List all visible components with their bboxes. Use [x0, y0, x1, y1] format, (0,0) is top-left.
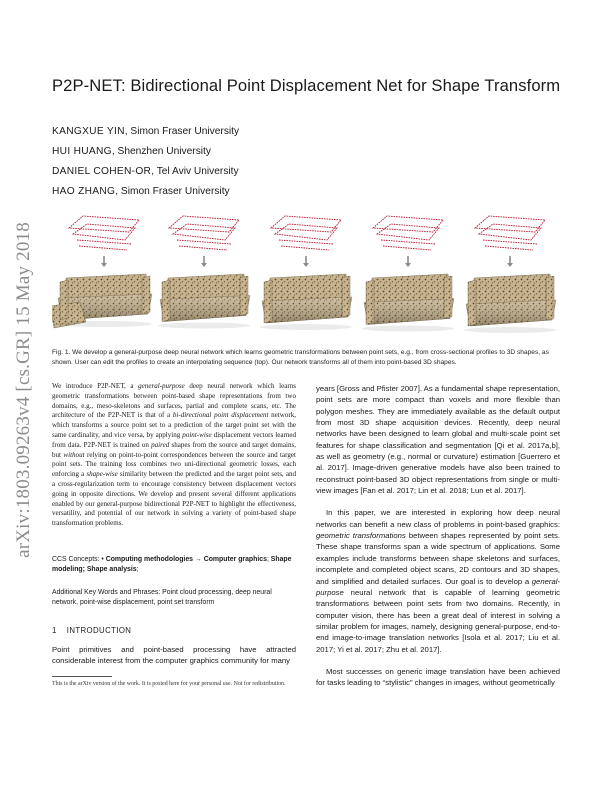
sofa-shading: [466, 300, 556, 326]
sofa-shadow: [158, 323, 250, 329]
body-emphasis: general-purpose: [316, 576, 560, 597]
author-affiliation: , Tel Aviv University: [151, 166, 239, 177]
author: [52, 122, 452, 142]
abstract-emphasis: without: [63, 450, 85, 459]
abstract-segment: We introduce P2P-NET, a: [52, 382, 139, 390]
cross-section-profile: [381, 240, 435, 244]
abstract-emphasis: paired: [151, 440, 170, 449]
author-name: HAO ZHANG: [52, 186, 116, 197]
teaser-figure: [52, 200, 560, 340]
cross-section-profile: [177, 240, 231, 244]
section-number: 1: [52, 626, 57, 635]
sofa-armrest: [240, 276, 248, 316]
footnote-rule: [52, 676, 112, 677]
abstract-emphasis: point-wise: [182, 430, 212, 439]
cross-section-profile: [77, 240, 131, 244]
teaser-figure-graphic: [52, 200, 560, 340]
abstract-segment: relying on point-to-point correspondences between the source and target point sets. The training loss combines two uni-directional geometric losses, each enforcing a: [52, 450, 296, 479]
sofa-shading: [160, 296, 250, 322]
cross-section-profile: [483, 240, 537, 244]
figure-caption-text: We develop a general-purpose deep neural network which learns geometric transformations between point sets, e.g., from cross-sectional profiles to 3D shapes, as shown. User can edit the profiles to create an interpolating sequence (top). Our network transforms all of them into point-based 3D shapes.: [52, 349, 549, 366]
author-affiliation: , Simon Fraser University: [124, 126, 240, 137]
cross-section-profile: [383, 246, 431, 250]
abstract-segment: displacement vectors learned from data. P2P-NET is trained on: [52, 430, 296, 449]
author-affiliation: , Simon Fraser University: [115, 186, 230, 197]
abstract-segment: similarity between the predicted and the target point sets, and a cross-regularization term to encourage consistency between displacement vectors going in opposite directions. We develop and present several different applications enabled by our general-purpose bidirectional P2P-NET to highlight the effectiveness, versatility, and potential of our network in solving a variety of point-based shape transformation problems.: [52, 470, 296, 528]
arxiv-stamp-text: arXiv:1803.09263v4 [cs.GR] 15 May 2018: [13, 222, 34, 558]
abstract-segment: network, which transforms a source point set to a prediction of the target point set with the same cardinality, and vice versa, by applying: [52, 411, 296, 439]
sofa-armrest: [60, 280, 68, 320]
section-title: INTRODUCTION: [66, 626, 132, 635]
cross-section-profile: [281, 246, 329, 250]
body-paragraph: Most successes on generic image translation have been achieved for tasks leading to “stylistic” changes in images, without geometrically: [316, 666, 560, 688]
abstract-text: [52, 382, 296, 529]
abstract-emphasis: general-purpose: [138, 382, 185, 390]
cross-section-profile: [279, 240, 333, 244]
paper-title: P2P-NET: Bidirectional Point Displacement Net for Shape Transform: [52, 76, 561, 95]
ccs-concept: Shape modeling: [52, 556, 292, 573]
down-arrow-head-icon: [507, 263, 513, 267]
abstract-emphasis: bi-directional point displacement: [172, 411, 269, 420]
author: [52, 142, 452, 162]
keywords: Additional Key Words and Phrases: Point cloud processing, deep neural network, point-wise displacement, point set transform: [52, 589, 272, 606]
sofa-shading: [364, 299, 454, 325]
sofa-shadow: [464, 327, 556, 333]
sofa-armrest: [342, 276, 350, 317]
author-name: DANIEL COHEN-OR: [52, 166, 152, 177]
footnote: This is the arXiv version of the work. It is posted here for your personal use. Not for redistribution.: [52, 681, 286, 687]
ccs-end: ;: [136, 566, 139, 573]
abstract-segment: deep neural network which learns geometric transformations between point-based shape representations from two domains, e.g., meso-skeletons and surfaces, partial and complete scans, etc. The architecture of the P2P-NET is that of a: [52, 382, 296, 420]
cross-section-profile: [179, 246, 227, 250]
abstract: [52, 382, 296, 529]
author-affiliation: , Shenzhen University: [111, 146, 211, 157]
figure-label: Fig. 1.: [52, 349, 71, 356]
body-segment: neural network that is capable of learning geometric transformations between point sets from two domains. Recently, in computer vision, there has been a great deal of interest in solving a similar problem for images, namely, designing general-purpose, end-to-end image-to-image translation networks [Isola et al. 2017; Liu et al. 2017; Yi et al. 2017; Zhu et al. 2017].: [316, 587, 560, 654]
ccs-arrow: →: [193, 556, 204, 563]
sofa-shadow: [56, 321, 152, 327]
author-list: [52, 122, 452, 202]
author: [52, 162, 452, 182]
body-paragraph: [316, 507, 560, 654]
abstract-emphasis: shape-wise: [86, 470, 118, 479]
sofa-shadow: [362, 326, 454, 332]
figure-caption: [52, 348, 560, 367]
sofa-armrest: [444, 276, 452, 319]
sofa-armrest: [264, 280, 272, 323]
sofa-armrest: [468, 280, 476, 326]
sofa-armrest: [162, 280, 170, 322]
ccs-concept: Computer graphics: [203, 556, 267, 563]
body-emphasis: geometric transformations: [316, 531, 406, 541]
cross-section-profile: [485, 246, 533, 250]
author-name: HUI HUANG: [52, 146, 112, 157]
ccs-label: CCS Concepts: •: [52, 556, 106, 563]
author: [52, 182, 452, 202]
sofa-armrest: [142, 276, 150, 314]
down-arrow-head-icon: [201, 263, 207, 267]
author-name: KANGXUE YIN: [52, 126, 125, 137]
sofa-shadow: [260, 324, 352, 330]
sofa-armrest: [546, 276, 554, 320]
ccs-separator: ;: [266, 556, 271, 563]
abstract-segment: shapes from the source and target domains, but: [52, 440, 296, 459]
down-arrow-head-icon: [303, 263, 309, 267]
down-arrow-head-icon: [101, 263, 107, 267]
right-column: [316, 383, 560, 700]
sofa-shading: [262, 297, 352, 323]
ccs-concept: ; Shape analysis: [82, 566, 137, 573]
section-heading: [52, 626, 296, 635]
sofa-armrest: [366, 280, 374, 325]
intro-paragraph: Point primitives and point-based processing have attracted considerable interest from the computer graphics community for many: [52, 645, 296, 666]
down-arrow-head-icon: [405, 263, 411, 267]
body-segment: between shapes represented by point sets. These shape transforms span a wide spectrum of applications. Some examples include transforms between shape skeletons and surfaces, incomplete and completed object scans, 2D contours and 3D shapes, and simplified and detailed surfaces. Our goal is to develop a: [316, 531, 560, 586]
body-paragraph: years [Gross and Pfister 2007]. As a fundamental shape representation, point sets are more compact than voxels and more flexible than polygon meshes. They are immediately available as the default output from most 3D shape acquisition devices. Recently, deep neural networks have been designed to learn global and multi-scale point set features for shape classification and segmentation [Qi et al. 2017a,b], as well as geometry (e.g., normal or curvature) estimation [Guerrero et al. 2017]. Image-driven generative models have also been trained to reconstruct point-based 3D object representations from single or multi-view images [Fan et al. 2017; Lin et al. 2018; Lun et al. 2017].: [316, 384, 561, 496]
arxiv-stamp: [8, 200, 40, 580]
ccs-concepts: [52, 555, 296, 575]
ccs-concept: Computing methodologies: [105, 556, 194, 563]
cross-section-profile: [79, 246, 127, 250]
body-segment: In this paper, we are interested in exploring how deep neural networks can benefit a new class of problems in point-based graphics:: [316, 508, 560, 529]
